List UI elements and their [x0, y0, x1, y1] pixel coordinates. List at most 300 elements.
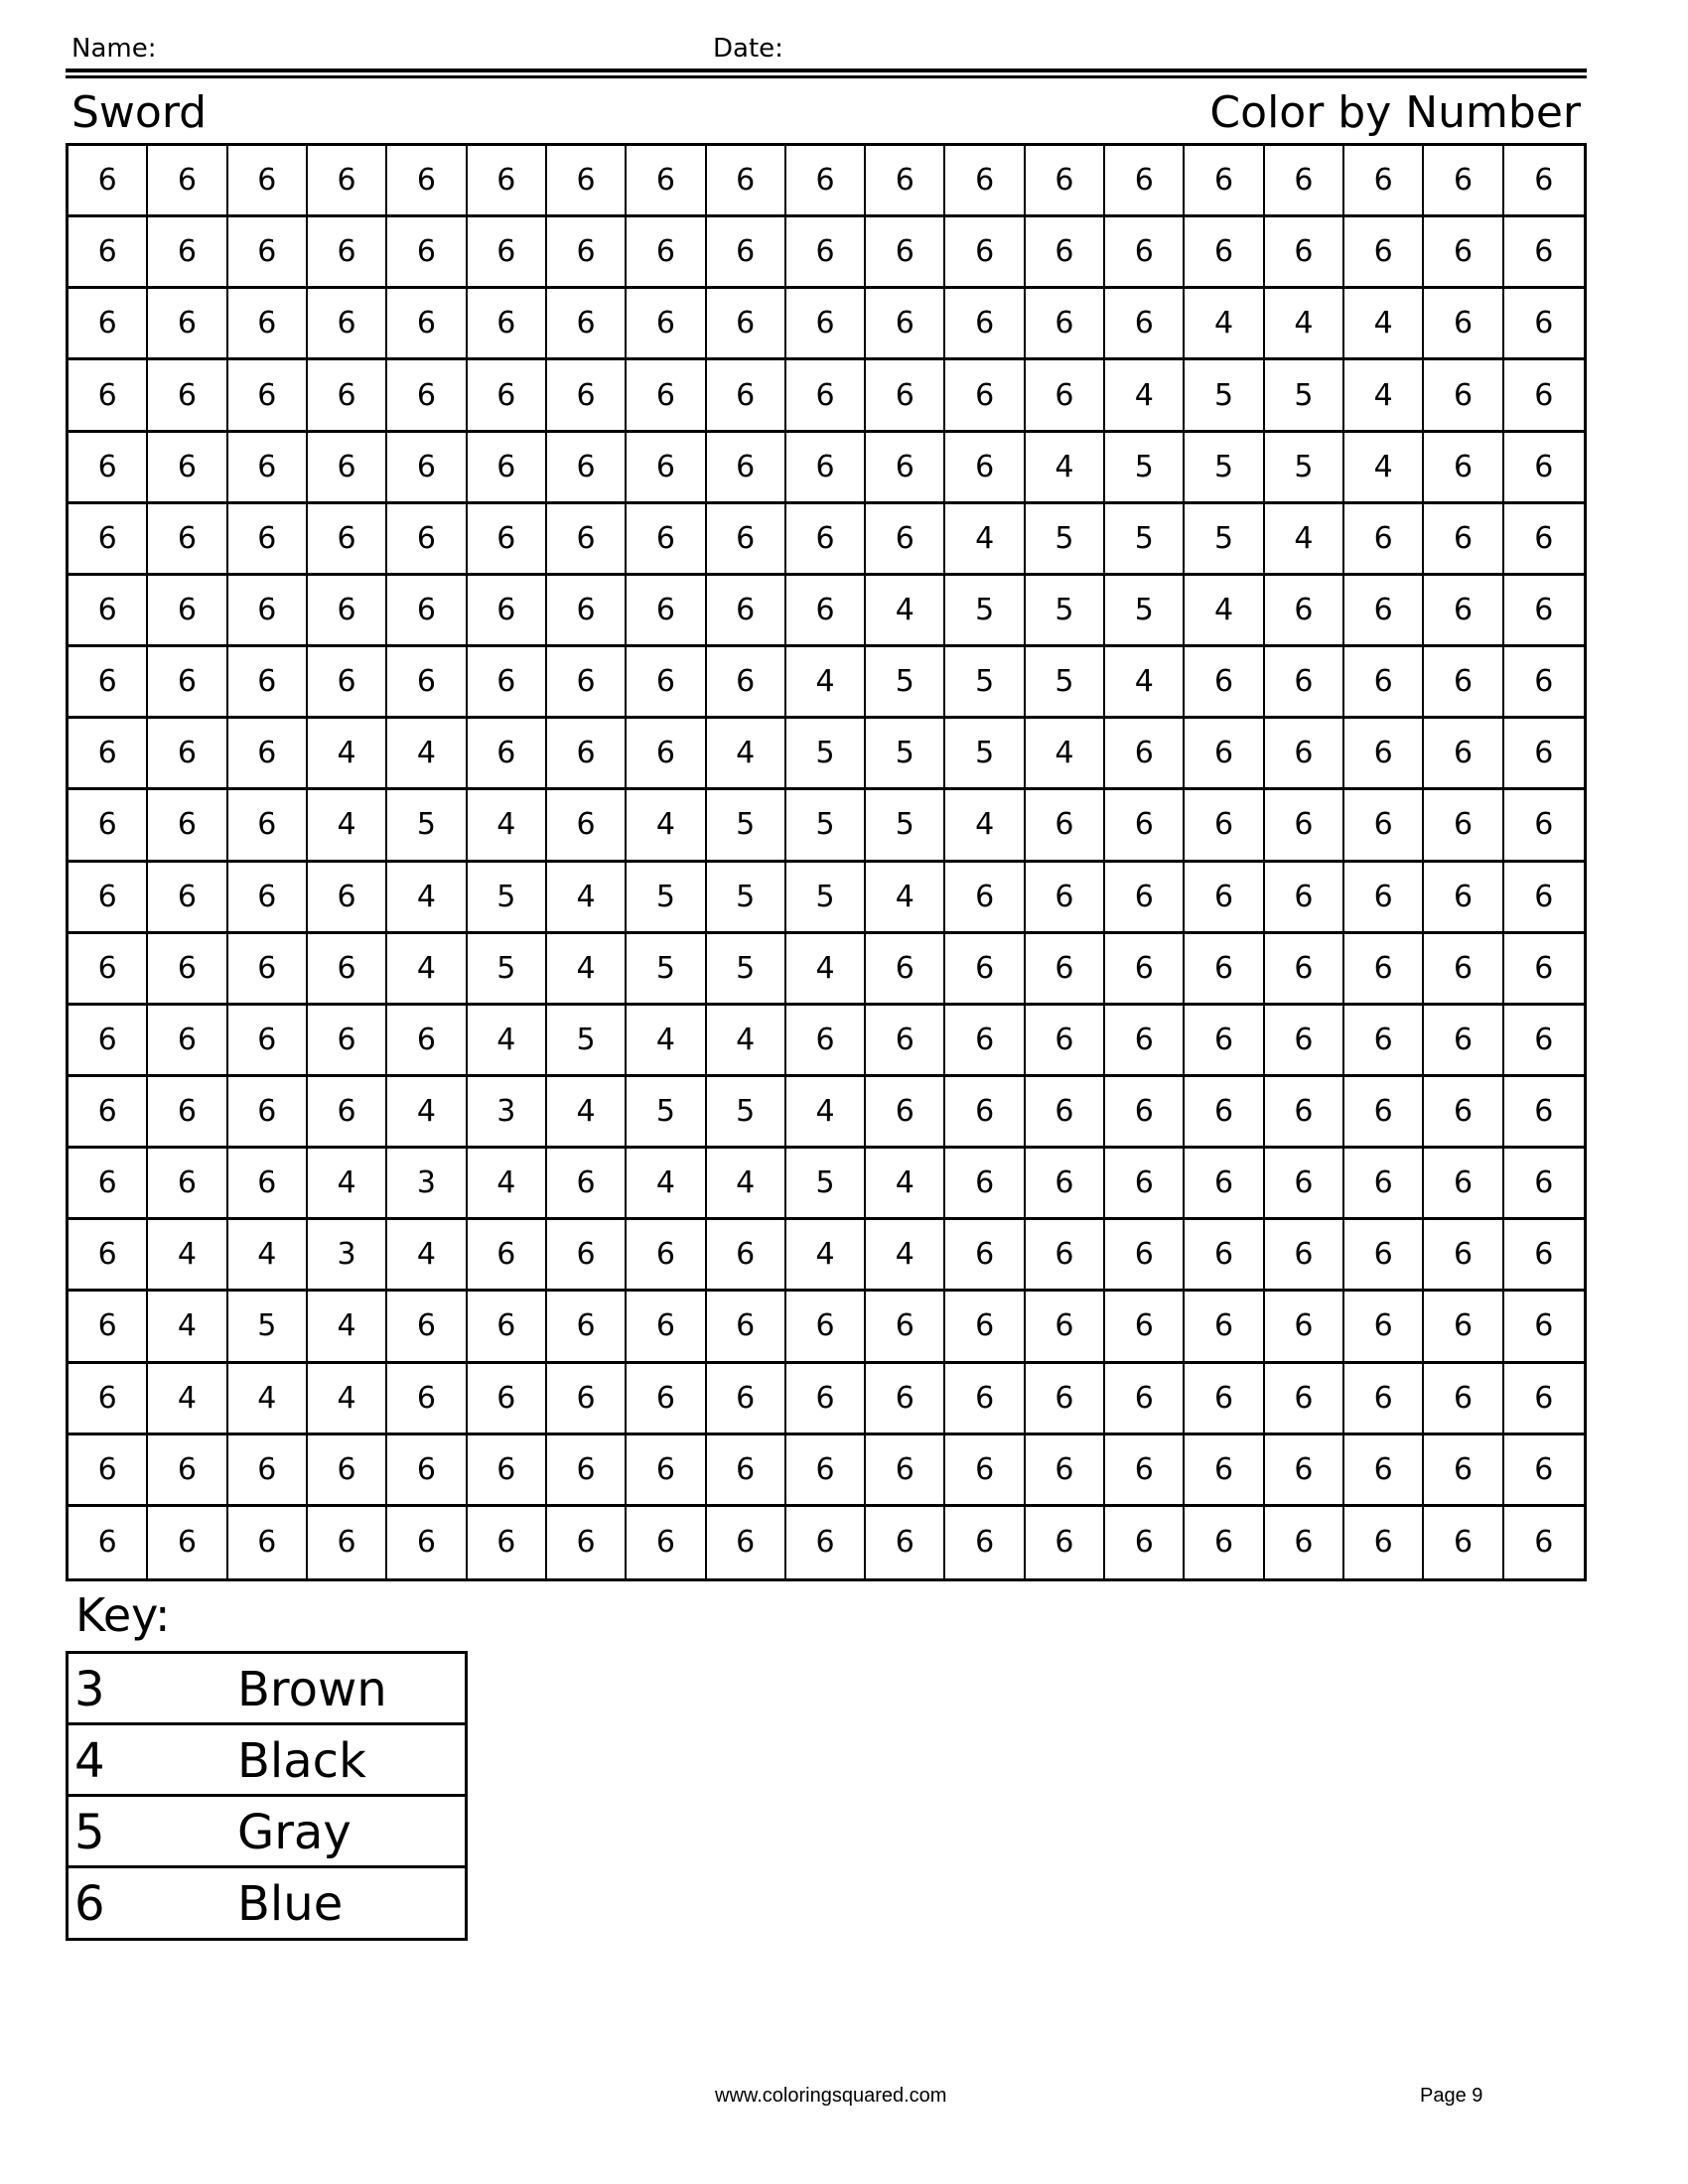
- grid-cell[interactable]: 6: [1504, 1220, 1584, 1292]
- grid-cell[interactable]: 6: [148, 146, 227, 217]
- grid-cell[interactable]: 6: [627, 647, 706, 719]
- grid-cell[interactable]: 5: [945, 719, 1025, 790]
- grid-cell[interactable]: 3: [468, 1077, 547, 1149]
- grid-cell[interactable]: 6: [228, 360, 308, 432]
- grid-cell[interactable]: 6: [1504, 1077, 1584, 1149]
- grid-cell[interactable]: 6: [945, 1507, 1025, 1578]
- grid-cell[interactable]: 4: [627, 1149, 706, 1220]
- grid-cell[interactable]: 6: [1504, 790, 1584, 862]
- grid-cell[interactable]: 6: [945, 289, 1025, 360]
- grid-cell[interactable]: 6: [468, 576, 547, 647]
- grid-cell[interactable]: 6: [945, 934, 1025, 1006]
- grid-cell[interactable]: 6: [1424, 360, 1503, 432]
- grid-cell[interactable]: 4: [707, 1006, 786, 1077]
- grid-cell[interactable]: 6: [1026, 289, 1105, 360]
- grid-cell[interactable]: 3: [387, 1149, 467, 1220]
- grid-cell[interactable]: 6: [1026, 790, 1105, 862]
- grid-cell[interactable]: 6: [1504, 647, 1584, 719]
- grid-cell[interactable]: 5: [1026, 576, 1105, 647]
- grid-cell[interactable]: 6: [69, 289, 148, 360]
- grid-cell[interactable]: 6: [786, 576, 866, 647]
- grid-cell[interactable]: 6: [1344, 504, 1424, 576]
- grid-cell[interactable]: 6: [1424, 1292, 1503, 1363]
- grid-cell[interactable]: 6: [468, 360, 547, 432]
- grid-cell[interactable]: 6: [1344, 1364, 1424, 1435]
- grid-cell[interactable]: 6: [69, 1006, 148, 1077]
- grid-cell[interactable]: 4: [866, 1220, 945, 1292]
- grid-cell[interactable]: 6: [69, 1507, 148, 1578]
- grid-cell[interactable]: 6: [627, 217, 706, 289]
- grid-cell[interactable]: 6: [1026, 863, 1105, 934]
- grid-cell[interactable]: 6: [707, 504, 786, 576]
- grid-cell[interactable]: 6: [69, 1364, 148, 1435]
- grid-cell[interactable]: 6: [387, 1292, 467, 1363]
- grid-cell[interactable]: 6: [1026, 1292, 1105, 1363]
- grid-cell[interactable]: 6: [1424, 1364, 1503, 1435]
- grid-cell[interactable]: 6: [1265, 1006, 1344, 1077]
- grid-cell[interactable]: 6: [1185, 863, 1264, 934]
- grid-cell[interactable]: 4: [228, 1220, 308, 1292]
- grid-cell[interactable]: 5: [228, 1292, 308, 1363]
- grid-cell[interactable]: 6: [148, 1006, 227, 1077]
- grid-cell[interactable]: 6: [1424, 433, 1503, 504]
- grid-cell[interactable]: 6: [707, 1435, 786, 1507]
- grid-cell[interactable]: 6: [1185, 934, 1264, 1006]
- grid-cell[interactable]: 6: [866, 360, 945, 432]
- grid-cell[interactable]: 4: [547, 863, 627, 934]
- grid-cell[interactable]: 4: [148, 1364, 227, 1435]
- grid-cell[interactable]: 4: [1344, 289, 1424, 360]
- grid-cell[interactable]: 5: [786, 863, 866, 934]
- grid-cell[interactable]: 4: [468, 1149, 547, 1220]
- grid-cell[interactable]: 6: [945, 1149, 1025, 1220]
- grid-cell[interactable]: 6: [148, 1435, 227, 1507]
- grid-cell[interactable]: 5: [627, 863, 706, 934]
- grid-cell[interactable]: 6: [308, 146, 387, 217]
- grid-cell[interactable]: 6: [148, 576, 227, 647]
- grid-cell[interactable]: 6: [1424, 1435, 1503, 1507]
- grid-cell[interactable]: 6: [468, 647, 547, 719]
- grid-cell[interactable]: 4: [945, 790, 1025, 862]
- grid-cell[interactable]: 6: [786, 217, 866, 289]
- grid-cell[interactable]: 4: [308, 719, 387, 790]
- grid-cell[interactable]: 4: [1026, 433, 1105, 504]
- grid-cell[interactable]: 6: [547, 360, 627, 432]
- grid-cell[interactable]: 6: [308, 217, 387, 289]
- grid-cell[interactable]: 6: [69, 1149, 148, 1220]
- grid-cell[interactable]: 4: [547, 1077, 627, 1149]
- grid-cell[interactable]: 6: [228, 863, 308, 934]
- grid-cell[interactable]: 6: [866, 1364, 945, 1435]
- grid-cell[interactable]: 6: [228, 433, 308, 504]
- grid-cell[interactable]: 6: [707, 146, 786, 217]
- grid-cell[interactable]: 6: [1344, 719, 1424, 790]
- grid-cell[interactable]: 6: [308, 863, 387, 934]
- grid-cell[interactable]: 6: [786, 433, 866, 504]
- grid-cell[interactable]: 6: [69, 934, 148, 1006]
- grid-cell[interactable]: 6: [1185, 217, 1264, 289]
- grid-cell[interactable]: 6: [1344, 934, 1424, 1006]
- grid-cell[interactable]: 6: [148, 1149, 227, 1220]
- grid-cell[interactable]: 6: [1344, 1077, 1424, 1149]
- grid-cell[interactable]: 6: [945, 1220, 1025, 1292]
- grid-cell[interactable]: 6: [1026, 934, 1105, 1006]
- grid-cell[interactable]: 6: [547, 576, 627, 647]
- grid-cell[interactable]: 6: [1265, 1364, 1344, 1435]
- grid-cell[interactable]: 6: [866, 1077, 945, 1149]
- grid-cell[interactable]: 6: [228, 790, 308, 862]
- grid-cell[interactable]: 5: [707, 1077, 786, 1149]
- grid-cell[interactable]: 4: [387, 719, 467, 790]
- grid-cell[interactable]: 6: [69, 360, 148, 432]
- grid-cell[interactable]: 5: [468, 934, 547, 1006]
- grid-cell[interactable]: 6: [1504, 217, 1584, 289]
- grid-cell[interactable]: 6: [1026, 1077, 1105, 1149]
- grid-cell[interactable]: 6: [1185, 1006, 1264, 1077]
- grid-cell[interactable]: 6: [69, 790, 148, 862]
- grid-cell[interactable]: 6: [1185, 146, 1264, 217]
- grid-cell[interactable]: 6: [707, 360, 786, 432]
- grid-cell[interactable]: 5: [1185, 360, 1264, 432]
- grid-cell[interactable]: 6: [1504, 1435, 1584, 1507]
- grid-cell[interactable]: 6: [1026, 217, 1105, 289]
- grid-cell[interactable]: 6: [1424, 504, 1503, 576]
- grid-cell[interactable]: 6: [468, 1292, 547, 1363]
- grid-cell[interactable]: 6: [1424, 1149, 1503, 1220]
- grid-cell[interactable]: 5: [1265, 433, 1344, 504]
- grid-cell[interactable]: 6: [1026, 146, 1105, 217]
- grid-cell[interactable]: 6: [468, 289, 547, 360]
- grid-cell[interactable]: 6: [1344, 146, 1424, 217]
- grid-cell[interactable]: 6: [1185, 1435, 1264, 1507]
- grid-cell[interactable]: 6: [148, 1077, 227, 1149]
- grid-cell[interactable]: 6: [1105, 1292, 1185, 1363]
- grid-cell[interactable]: 6: [228, 934, 308, 1006]
- grid-cell[interactable]: 5: [627, 1077, 706, 1149]
- grid-cell[interactable]: 6: [547, 146, 627, 217]
- grid-cell[interactable]: 5: [1265, 360, 1344, 432]
- grid-cell[interactable]: 5: [945, 576, 1025, 647]
- grid-cell[interactable]: 6: [69, 217, 148, 289]
- grid-cell[interactable]: 4: [468, 790, 547, 862]
- grid-cell[interactable]: 6: [308, 934, 387, 1006]
- grid-cell[interactable]: 6: [148, 217, 227, 289]
- grid-cell[interactable]: 6: [1185, 719, 1264, 790]
- grid-cell[interactable]: 4: [468, 1006, 547, 1077]
- grid-cell[interactable]: 6: [547, 1364, 627, 1435]
- grid-cell[interactable]: 6: [69, 504, 148, 576]
- grid-cell[interactable]: 4: [387, 1077, 467, 1149]
- grid-cell[interactable]: 6: [1265, 863, 1344, 934]
- grid-cell[interactable]: 6: [707, 217, 786, 289]
- grid-cell[interactable]: 6: [1026, 1435, 1105, 1507]
- grid-cell[interactable]: 5: [1026, 504, 1105, 576]
- grid-cell[interactable]: 6: [1265, 719, 1344, 790]
- grid-cell[interactable]: 4: [1185, 576, 1264, 647]
- grid-cell[interactable]: 4: [866, 863, 945, 934]
- grid-cell[interactable]: 5: [707, 863, 786, 934]
- grid-cell[interactable]: 6: [308, 360, 387, 432]
- grid-cell[interactable]: 6: [707, 1292, 786, 1363]
- grid-cell[interactable]: 6: [547, 289, 627, 360]
- grid-cell[interactable]: 6: [1504, 1292, 1584, 1363]
- grid-cell[interactable]: 4: [547, 934, 627, 1006]
- grid-cell[interactable]: 6: [627, 719, 706, 790]
- grid-cell[interactable]: 4: [1265, 504, 1344, 576]
- grid-cell[interactable]: 6: [468, 1435, 547, 1507]
- grid-cell[interactable]: 6: [945, 1435, 1025, 1507]
- grid-cell[interactable]: 6: [1265, 1149, 1344, 1220]
- grid-cell[interactable]: 6: [945, 433, 1025, 504]
- grid-cell[interactable]: 6: [387, 647, 467, 719]
- grid-cell[interactable]: 6: [468, 1220, 547, 1292]
- grid-cell[interactable]: 6: [468, 1364, 547, 1435]
- grid-cell[interactable]: 6: [866, 1435, 945, 1507]
- grid-cell[interactable]: 6: [1424, 934, 1503, 1006]
- grid-cell[interactable]: 5: [707, 790, 786, 862]
- grid-cell[interactable]: 6: [1424, 1077, 1503, 1149]
- grid-cell[interactable]: 6: [1344, 1435, 1424, 1507]
- grid-cell[interactable]: 6: [148, 934, 227, 1006]
- grid-cell[interactable]: 6: [1105, 146, 1185, 217]
- grid-cell[interactable]: 6: [1424, 217, 1503, 289]
- grid-cell[interactable]: 6: [69, 146, 148, 217]
- grid-cell[interactable]: 5: [866, 647, 945, 719]
- grid-cell[interactable]: 6: [1265, 1077, 1344, 1149]
- grid-cell[interactable]: 4: [148, 1220, 227, 1292]
- grid-cell[interactable]: 6: [866, 433, 945, 504]
- grid-cell[interactable]: 6: [945, 1364, 1025, 1435]
- grid-cell[interactable]: 6: [387, 1364, 467, 1435]
- grid-cell[interactable]: 5: [547, 1006, 627, 1077]
- grid-cell[interactable]: 6: [228, 719, 308, 790]
- grid-cell[interactable]: 6: [1265, 1507, 1344, 1578]
- grid-cell[interactable]: 6: [1265, 146, 1344, 217]
- grid-cell[interactable]: 6: [1185, 1507, 1264, 1578]
- grid-cell[interactable]: 6: [786, 1364, 866, 1435]
- grid-cell[interactable]: 6: [387, 360, 467, 432]
- grid-cell[interactable]: 6: [1424, 1507, 1503, 1578]
- grid-cell[interactable]: 6: [547, 433, 627, 504]
- grid-cell[interactable]: 5: [1185, 504, 1264, 576]
- grid-cell[interactable]: 6: [1026, 1507, 1105, 1578]
- grid-cell[interactable]: 6: [1504, 934, 1584, 1006]
- grid-cell[interactable]: 6: [1424, 146, 1503, 217]
- grid-cell[interactable]: 5: [1105, 576, 1185, 647]
- grid-cell[interactable]: 6: [547, 504, 627, 576]
- grid-cell[interactable]: 4: [1265, 289, 1344, 360]
- grid-cell[interactable]: 6: [387, 1006, 467, 1077]
- grid-cell[interactable]: 6: [1105, 289, 1185, 360]
- grid-cell[interactable]: 4: [866, 576, 945, 647]
- grid-cell[interactable]: 6: [1265, 1435, 1344, 1507]
- grid-cell[interactable]: 6: [627, 504, 706, 576]
- grid-cell[interactable]: 6: [547, 1507, 627, 1578]
- grid-cell[interactable]: 6: [1105, 1077, 1185, 1149]
- grid-cell[interactable]: 6: [148, 289, 227, 360]
- grid-cell[interactable]: 6: [1344, 1220, 1424, 1292]
- grid-cell[interactable]: 6: [1504, 576, 1584, 647]
- grid-cell[interactable]: 6: [69, 1220, 148, 1292]
- grid-cell[interactable]: 6: [1265, 1292, 1344, 1363]
- grid-cell[interactable]: 4: [627, 790, 706, 862]
- grid-cell[interactable]: 6: [1504, 1364, 1584, 1435]
- grid-cell[interactable]: 6: [1424, 1006, 1503, 1077]
- grid-cell[interactable]: 4: [387, 1220, 467, 1292]
- grid-cell[interactable]: 6: [228, 1006, 308, 1077]
- grid-cell[interactable]: 6: [707, 1507, 786, 1578]
- grid-cell[interactable]: 6: [1185, 1364, 1264, 1435]
- grid-cell[interactable]: 5: [866, 719, 945, 790]
- grid-cell[interactable]: 6: [1504, 289, 1584, 360]
- grid-cell[interactable]: 6: [1424, 576, 1503, 647]
- grid-cell[interactable]: 6: [468, 504, 547, 576]
- grid-cell[interactable]: 6: [1344, 576, 1424, 647]
- grid-cell[interactable]: 6: [547, 217, 627, 289]
- grid-cell[interactable]: 6: [786, 504, 866, 576]
- grid-cell[interactable]: 6: [627, 1507, 706, 1578]
- grid-cell[interactable]: 6: [1105, 217, 1185, 289]
- grid-cell[interactable]: 6: [945, 1077, 1025, 1149]
- grid-cell[interactable]: 4: [627, 1006, 706, 1077]
- grid-cell[interactable]: 5: [1185, 433, 1264, 504]
- grid-cell[interactable]: 5: [1026, 647, 1105, 719]
- grid-cell[interactable]: 6: [627, 1435, 706, 1507]
- grid-cell[interactable]: 6: [1026, 1364, 1105, 1435]
- grid-cell[interactable]: 6: [945, 146, 1025, 217]
- grid-cell[interactable]: 6: [866, 217, 945, 289]
- grid-cell[interactable]: 6: [148, 863, 227, 934]
- grid-cell[interactable]: 6: [228, 1435, 308, 1507]
- grid-cell[interactable]: 5: [1105, 433, 1185, 504]
- grid-cell[interactable]: 6: [945, 360, 1025, 432]
- grid-cell[interactable]: 5: [1105, 504, 1185, 576]
- grid-cell[interactable]: 6: [547, 1149, 627, 1220]
- grid-cell[interactable]: 6: [1026, 1006, 1105, 1077]
- grid-cell[interactable]: 6: [387, 1507, 467, 1578]
- grid-cell[interactable]: 6: [866, 1507, 945, 1578]
- grid-cell[interactable]: 6: [547, 1292, 627, 1363]
- grid-cell[interactable]: 6: [1105, 1507, 1185, 1578]
- grid-cell[interactable]: 6: [69, 1292, 148, 1363]
- grid-cell[interactable]: 4: [387, 863, 467, 934]
- grid-cell[interactable]: 6: [1105, 863, 1185, 934]
- grid-cell[interactable]: 6: [1504, 719, 1584, 790]
- grid-cell[interactable]: 5: [707, 934, 786, 1006]
- grid-cell[interactable]: 5: [786, 1149, 866, 1220]
- grid-cell[interactable]: 6: [387, 146, 467, 217]
- grid-cell[interactable]: 6: [1504, 504, 1584, 576]
- grid-cell[interactable]: 4: [866, 1149, 945, 1220]
- grid-cell[interactable]: 6: [1105, 1220, 1185, 1292]
- grid-cell[interactable]: 6: [786, 146, 866, 217]
- grid-cell[interactable]: 6: [1105, 1149, 1185, 1220]
- grid-cell[interactable]: 6: [308, 433, 387, 504]
- grid-cell[interactable]: 6: [69, 1435, 148, 1507]
- grid-cell[interactable]: 5: [786, 719, 866, 790]
- grid-cell[interactable]: 6: [1185, 790, 1264, 862]
- grid-cell[interactable]: 6: [69, 719, 148, 790]
- grid-cell[interactable]: 6: [627, 360, 706, 432]
- grid-cell[interactable]: 6: [387, 433, 467, 504]
- grid-cell[interactable]: 4: [707, 719, 786, 790]
- grid-cell[interactable]: 6: [1265, 934, 1344, 1006]
- grid-cell[interactable]: 6: [707, 647, 786, 719]
- grid-cell[interactable]: 6: [308, 1077, 387, 1149]
- grid-cell[interactable]: 6: [1105, 719, 1185, 790]
- grid-cell[interactable]: 6: [786, 360, 866, 432]
- grid-cell[interactable]: 6: [1344, 790, 1424, 862]
- grid-cell[interactable]: 6: [1424, 1220, 1503, 1292]
- grid-cell[interactable]: 6: [866, 146, 945, 217]
- grid-cell[interactable]: 6: [468, 146, 547, 217]
- grid-cell[interactable]: 6: [1504, 863, 1584, 934]
- grid-cell[interactable]: 5: [468, 863, 547, 934]
- grid-cell[interactable]: 6: [627, 1220, 706, 1292]
- grid-cell[interactable]: 6: [1344, 1149, 1424, 1220]
- grid-cell[interactable]: 6: [69, 433, 148, 504]
- grid-cell[interactable]: 4: [786, 1220, 866, 1292]
- grid-cell[interactable]: 6: [308, 1006, 387, 1077]
- grid-cell[interactable]: 6: [1344, 1292, 1424, 1363]
- grid-cell[interactable]: 6: [866, 289, 945, 360]
- grid-cell[interactable]: 6: [69, 647, 148, 719]
- grid-cell[interactable]: 6: [69, 576, 148, 647]
- grid-cell[interactable]: 6: [69, 1077, 148, 1149]
- grid-cell[interactable]: 6: [1105, 1435, 1185, 1507]
- grid-cell[interactable]: 6: [308, 1507, 387, 1578]
- grid-cell[interactable]: 6: [1185, 1149, 1264, 1220]
- grid-cell[interactable]: 6: [866, 1006, 945, 1077]
- grid-cell[interactable]: 6: [1344, 647, 1424, 719]
- grid-cell[interactable]: 6: [148, 719, 227, 790]
- grid-cell[interactable]: 6: [387, 576, 467, 647]
- grid-cell[interactable]: 6: [627, 1364, 706, 1435]
- grid-cell[interactable]: 4: [1026, 719, 1105, 790]
- grid-cell[interactable]: 4: [308, 1292, 387, 1363]
- grid-cell[interactable]: 6: [1534, 1525, 1554, 1561]
- grid-cell[interactable]: 6: [707, 1364, 786, 1435]
- grid-cell[interactable]: 6: [707, 289, 786, 360]
- grid-cell[interactable]: 6: [228, 1149, 308, 1220]
- grid-cell[interactable]: 6: [547, 1220, 627, 1292]
- grid-cell[interactable]: 6: [1344, 863, 1424, 934]
- grid-cell[interactable]: 6: [387, 289, 467, 360]
- grid-cell[interactable]: 5: [786, 790, 866, 862]
- grid-cell[interactable]: 6: [308, 647, 387, 719]
- grid-cell[interactable]: 6: [1344, 1507, 1424, 1578]
- grid-cell[interactable]: 5: [627, 934, 706, 1006]
- grid-cell[interactable]: 6: [228, 146, 308, 217]
- grid-cell[interactable]: 4: [786, 1077, 866, 1149]
- grid-cell[interactable]: 6: [1105, 1364, 1185, 1435]
- grid-cell[interactable]: 6: [1185, 1077, 1264, 1149]
- grid-cell[interactable]: 6: [1265, 647, 1344, 719]
- grid-cell[interactable]: 3: [308, 1220, 387, 1292]
- grid-cell[interactable]: 4: [1344, 360, 1424, 432]
- grid-cell[interactable]: 4: [387, 934, 467, 1006]
- grid-cell[interactable]: 6: [148, 790, 227, 862]
- grid-cell[interactable]: 5: [866, 790, 945, 862]
- grid-cell[interactable]: 4: [228, 1364, 308, 1435]
- grid-cell[interactable]: 6: [1185, 647, 1264, 719]
- grid-cell[interactable]: 6: [468, 217, 547, 289]
- grid-cell[interactable]: 6: [786, 1292, 866, 1363]
- grid-cell[interactable]: 6: [1185, 1292, 1264, 1363]
- grid-cell[interactable]: 6: [468, 1507, 547, 1578]
- grid-cell[interactable]: 6: [1026, 1149, 1105, 1220]
- grid-cell[interactable]: 6: [228, 217, 308, 289]
